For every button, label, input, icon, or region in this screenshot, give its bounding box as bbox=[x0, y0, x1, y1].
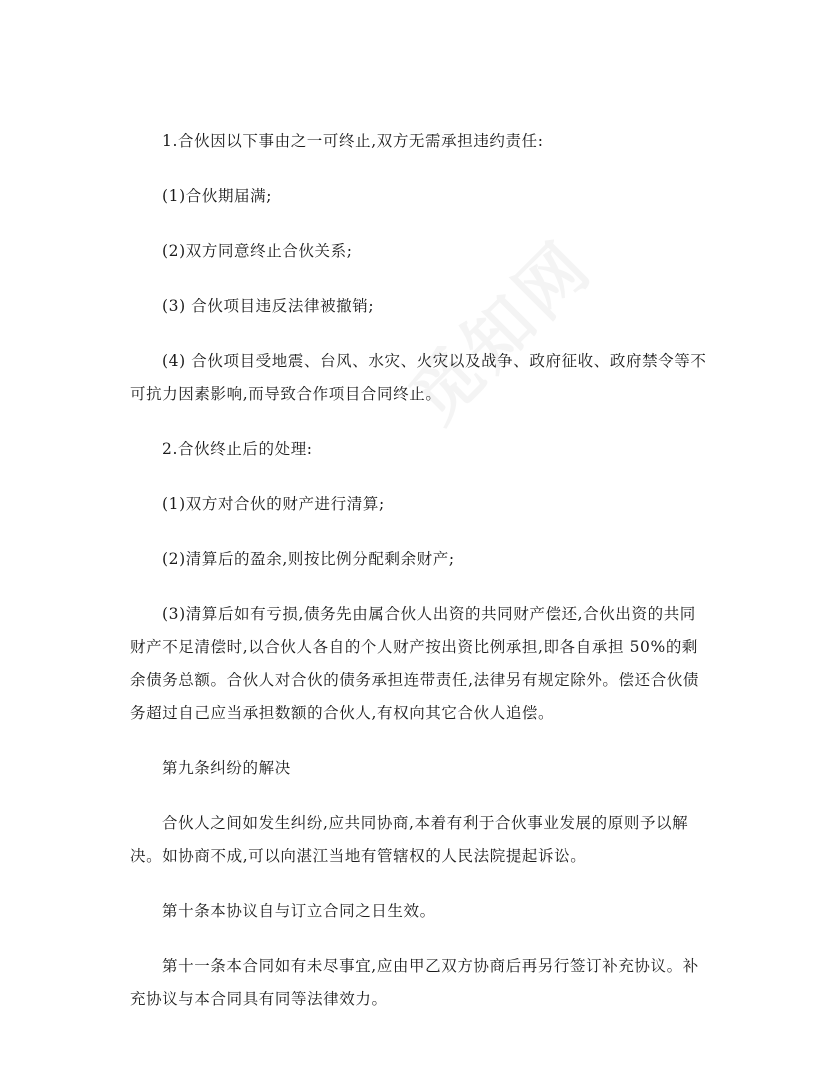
termination-item-1: (1)合伙期届满; bbox=[162, 187, 273, 205]
clause-post-termination-heading: 2.合伙终止后的处理: bbox=[162, 440, 313, 458]
article-11: 第十一条本合同如有未尽事宜,应由甲乙双方协商后再另行签订补充协议。补充协议与本合同具有同等法律效力。 bbox=[130, 957, 699, 1008]
termination-item-3: (3) 合伙项目违反法律被撤销; bbox=[162, 297, 375, 315]
post-termination-item-2: (2)清算后的盈余,则按比例分配剩余财产; bbox=[162, 550, 455, 568]
termination-item-4: (4) 合伙项目受地震、台风、水灾、火灾以及战争、政府征收、政府禁令等不可抗力因素影响,而导致合作项目合同终止。 bbox=[130, 352, 707, 403]
article-9-title: 第九条纠纷的解决 bbox=[162, 759, 291, 777]
clause-termination-heading: 1.合伙因以下事由之一可终止,双方无需承担违约责任: bbox=[162, 132, 544, 150]
termination-item-2: (2)双方同意终止合伙关系; bbox=[162, 242, 353, 260]
article-9-body: 合伙人之间如发生纠纷,应共同协商,本着有利于合伙事业发展的原则予以解决。如协商不成,可以向湛江当地有管辖权的人民法院提起诉讼。 bbox=[130, 814, 689, 865]
post-termination-item-3: (3)清算后如有亏损,债务先由属合伙人出资的共同财产偿还,合伙出资的共同财产不足清偿时,以合伙人各自的个人财产按出资比例承担,即各自承担 50%的剩余债务总额。合伙人对合伙的债务承担连带责任,法律另有规定除外。偿还合伙债务超过自己应当承担数额的合伙人,有权向其它合伙人追偿。 bbox=[130, 605, 700, 722]
post-termination-item-1: (1)双方对合伙的财产进行清算; bbox=[162, 495, 385, 513]
document-body bbox=[130, 125, 710, 1038]
article-10: 第十条本协议自与订立合同之日生效。 bbox=[162, 902, 436, 920]
